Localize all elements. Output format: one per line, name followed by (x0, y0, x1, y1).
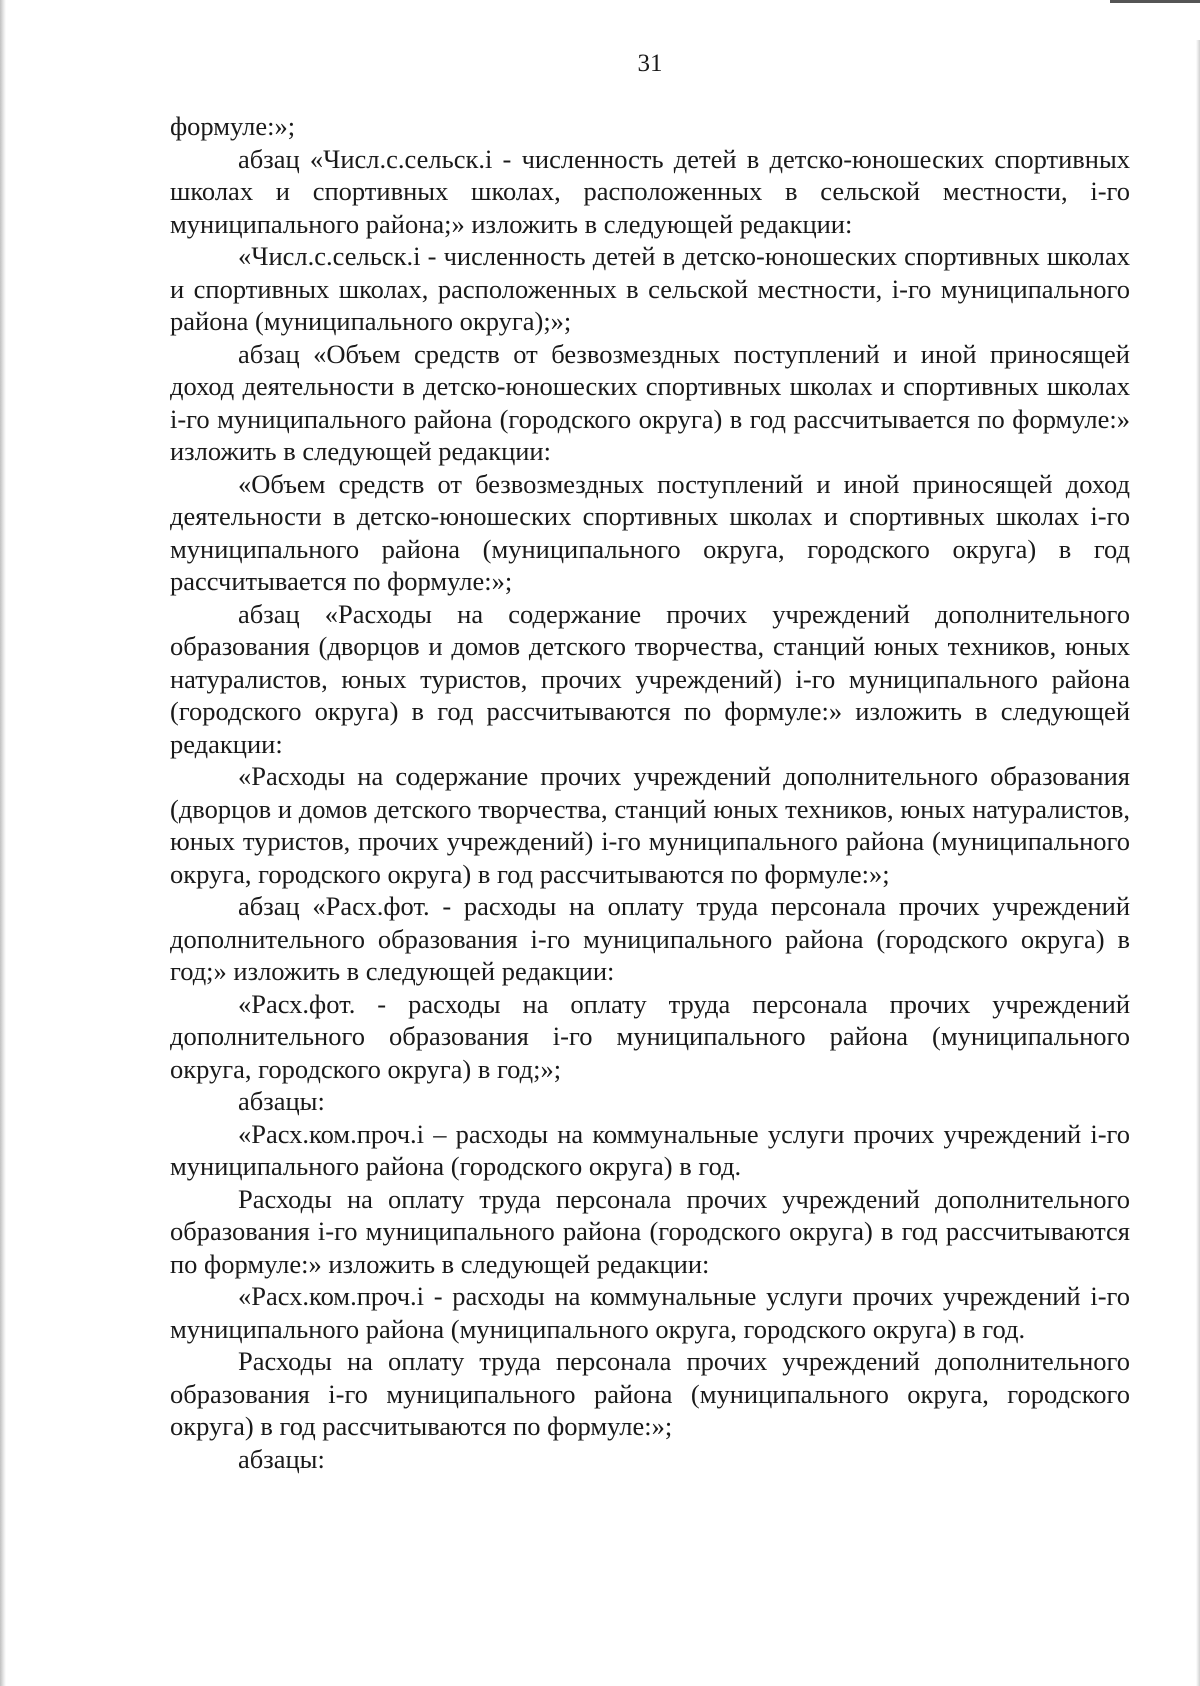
paragraph: абзац «Числ.с.сельск.i - численность детей в детско-юношеских спортивных школах и спортивных школах, расположенных в сельской местности, i-го муниципального района;» изложить в следующей редакции: (170, 143, 1130, 239)
paragraph: абзацы: (238, 1086, 325, 1116)
paragraph: формуле:»; (170, 111, 296, 141)
scan-edge-top (1110, 0, 1200, 3)
page-number: 31 (637, 50, 663, 77)
paragraph: Расходы на оплату труда персонала прочих учреждений дополнительного образования i-го муниципального района (городского округа) в год рассчитываются по формуле:» изложить в следующей редакции: (170, 1183, 1130, 1279)
paragraph: «Расх.ком.проч.i – расходы на коммунальные услуги прочих учреждений i-го муниципального района (городского округа) в год. (170, 1118, 1130, 1181)
paragraph: Расходы на оплату труда персонала прочих учреждений дополнительного образования i-го муниципального района (муниципального округа, городского округа) в год рассчитываются по формуле:»; (170, 1346, 1130, 1441)
paragraph: абзац «Расх.фот. - расходы на оплату труда персонала прочих учреждений дополнительного образования i-го муниципального района (городского округа) в год;» изложить в следующей редакции: (170, 891, 1130, 986)
paragraph: «Расх.фот. - расходы на оплату труда персонала прочих учреждений дополнительного образования i-го муниципального района (муниципального округа, городского округа) в год;»; (170, 988, 1130, 1084)
document-body (170, 110, 1130, 1475)
paragraph: «Объем средств от безвозмездных поступлений и иной приносящей доход деятельности в детско-юношеских спортивных школах и спортивных школах i-го муниципального района (муниципального округа, городского округа) в год рассчитывается по формуле:»; (170, 468, 1130, 596)
paragraph: «Расх.ком.проч.i - расходы на коммунальные услуги прочих учреждений i-го муниципального района (муниципального округа, городского округа) в год. (170, 1281, 1130, 1344)
paragraph: «Числ.с.сельск.i - численность детей в детско-юношеских спортивных школах и спортивных школах, расположенных в сельской местности, i-го муниципального района (муниципального округа);»; (170, 241, 1130, 336)
paragraph: абзацы: (238, 1443, 325, 1474)
paragraph: абзац «Объем средств от безвозмездных поступлений и иной приносящей доход деятельности в детско-юношеских спортивных школах и спортивных школах i-го муниципального района (городского округа) в год рассчитывается по формуле:» изложить в следующей редакции: (170, 338, 1130, 466)
scan-edge-right (1196, 40, 1200, 1686)
scan-edge-left (0, 0, 6, 1686)
paragraph: абзац «Расходы на содержание прочих учреждений дополнительного образования (дворцов и домов детского творчества, станций юных техников, юных натуралистов, юных туристов, прочих учреждений) i-го муниципального района (городского округа) в год рассчитываются по формуле:» изложить в следующей редакции: (170, 598, 1130, 759)
paragraph: «Расходы на содержание прочих учреждений дополнительного образования (дворцов и домов детского творчества, станций юных техников, юных натуралистов, юных туристов, прочих учреждений) i-го муниципального района (муниципального округа, городского округа) в год рассчитываются по формуле:»; (170, 761, 1130, 889)
